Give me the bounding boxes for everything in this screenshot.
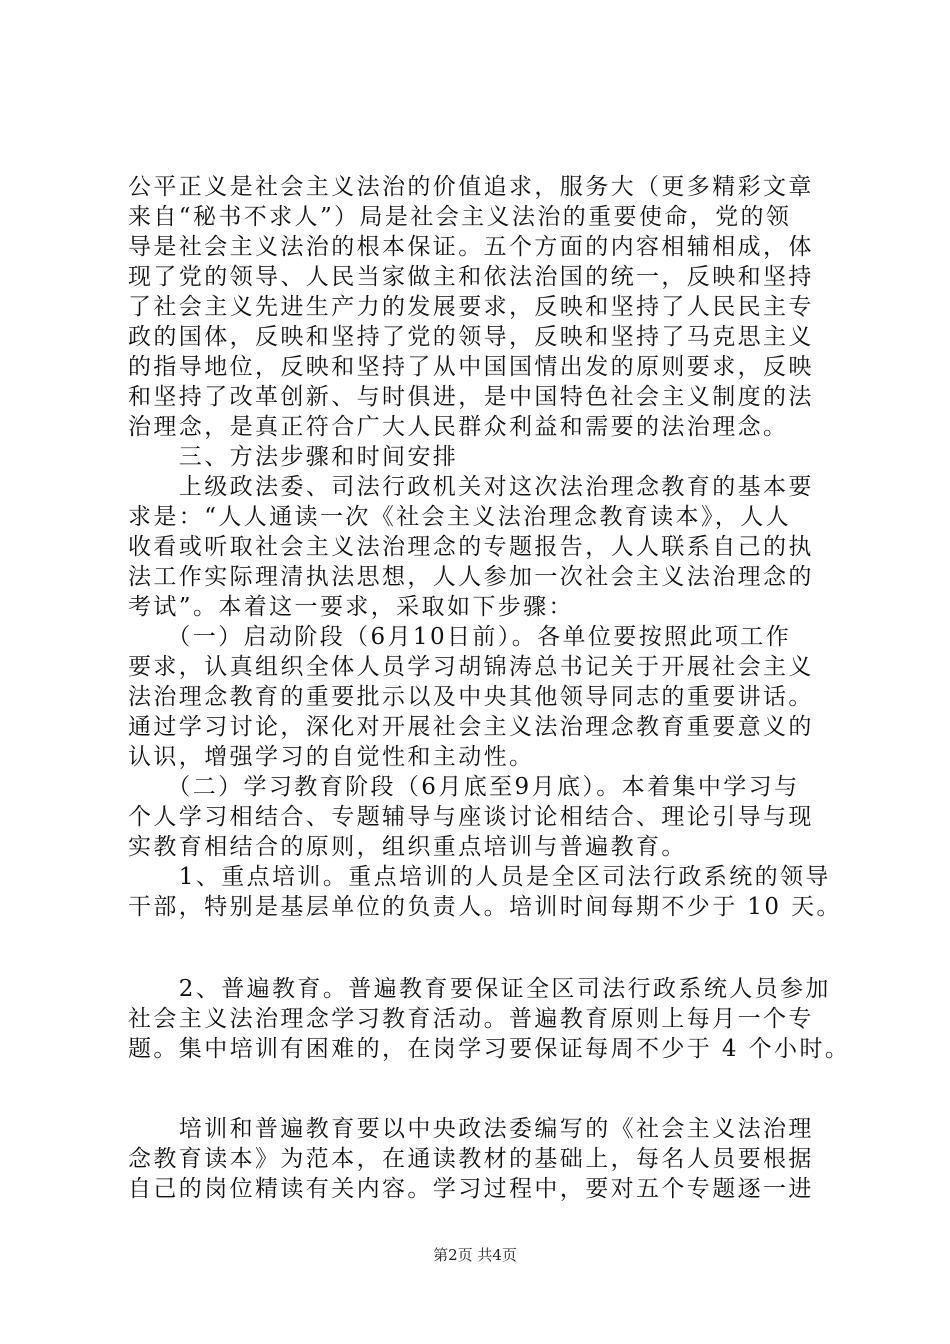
paragraph (128, 974, 851, 1064)
text-line: 收看或听取社会主义法治理念的专题报告，人人联系自己的执 (128, 534, 814, 560)
text-line: 考试”。本着这一要求，采取如下步骤： (128, 594, 574, 620)
text-line: 念教育读本》为范本，在通读教材的基础上，每名人员要根据 (128, 1146, 814, 1172)
text-line: 2、普遍教育。普遍教育要保证全区司法行政系统人员参加 (128, 976, 831, 1002)
text-line: 个人学习相结合、专题辅导与座谈讨论相结合、理论引导与现 (128, 804, 814, 830)
paragraph (128, 472, 828, 622)
text-line: 干部，特别是基层单位的负责人。培训时间每期不少于 10 天。 (128, 894, 842, 920)
text-line: 认识，增强学习的自觉性和主动性。 (128, 744, 535, 770)
text-line: 求是：“人人通读一次《社会主义法治理念教育读本》，人人 (128, 504, 792, 530)
document-body (128, 172, 851, 1204)
paragraph-gap (128, 922, 828, 974)
text-line: 社会主义法治理念学习教育活动。普遍教育原则上每月一个专 (128, 1006, 814, 1032)
text-line: 法工作实际理清执法思想，人人参加一次社会主义法治理念的 (128, 564, 814, 590)
text-line: 现了党的领导、人民当家做主和依法治国的统一，反映和坚持 (128, 264, 814, 290)
page-number-footer: 第2页 共4页 (433, 1246, 517, 1264)
text-line: 通过学习讨论，深化对开展社会主义法治理念教育重要意义的 (128, 714, 814, 740)
text-line: 和坚持了改革创新、与时俱进，是中国特色社会主义制度的法 (128, 384, 814, 410)
text-line: 政的国体，反映和坚持了党的领导，反映和坚持了马克思主义 (128, 324, 814, 350)
text-line: 来自“秘书不求人”）局是社会主义法治的重要使命，党的领 (128, 204, 792, 230)
text-line: 实教育相结合的原则，组织重点培训与普遍教育。 (128, 834, 687, 860)
text-line: 导是社会主义法治的根本保证。五个方面的内容相辅相成，体 (128, 234, 814, 260)
text-line: 公平正义是社会主义法治的价值追求，服务大（更多精彩文章 (128, 174, 814, 200)
text-line: 1、重点培训。重点培训的人员是全区司法行政系统的领导 (128, 864, 831, 890)
text-line: 了社会主义先进生产力的发展要求，反映和坚持了人民民主专 (128, 294, 814, 320)
paragraph (128, 772, 828, 862)
paragraph (128, 172, 828, 442)
paragraph (128, 622, 828, 772)
text-line: （二）学习教育阶段（6月底至9月底）。本着集中学习与 (128, 774, 800, 800)
text-line: 要求，认真组织全体人员学习胡锦涛总书记关于开展社会主义 (128, 654, 814, 680)
text-line: 法治理念教育的重要批示以及中央其他领导同志的重要讲话。 (128, 684, 814, 710)
text-line: 的指导地位，反映和坚持了从中国国情出发的原则要求，反映 (128, 354, 814, 380)
paragraph (128, 862, 842, 922)
section-heading (128, 442, 828, 472)
paragraph-gap (128, 1064, 828, 1114)
paragraph (128, 1114, 828, 1204)
text-line: 治理念，是真正符合广大人民群众利益和需要的法治理念。 (128, 414, 789, 440)
text-line: 题。集中培训有困难的，在岗学习要保证每周不少于 4 个小时。 (128, 1036, 851, 1062)
text-line: 自己的岗位精读有关内容。学习过程中，要对五个专题逐一进 (128, 1176, 814, 1202)
text-line: （一）启动阶段（6月10日前）。各单位要按照此项工作 (128, 624, 792, 650)
text-line: 三、方法步骤和时间安排 (128, 444, 459, 470)
text-line: 培训和普遍教育要以中央政法委编写的《社会主义法治理 (128, 1116, 814, 1142)
text-line: 上级政法委、司法行政机关对这次法治理念教育的基本要 (128, 474, 814, 500)
